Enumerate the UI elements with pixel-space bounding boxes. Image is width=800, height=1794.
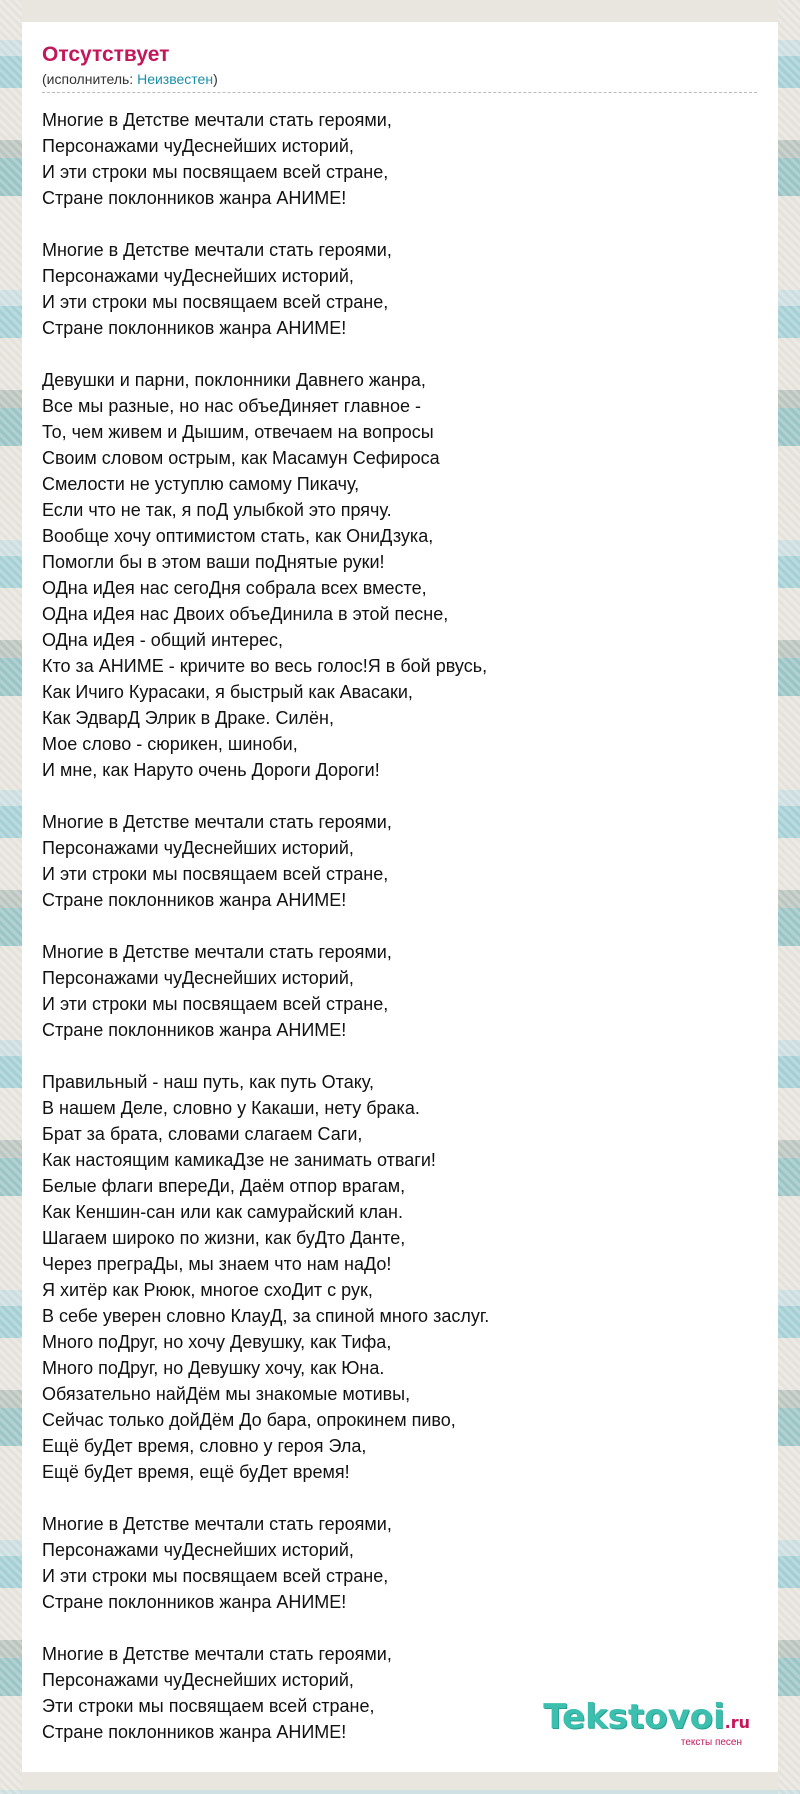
lyric-line: Своим словом острым, как Масамун Сефироса: [42, 448, 440, 468]
lyric-line: Стране поклонников жанра АНИМЕ!: [42, 318, 347, 338]
header-divider: [42, 92, 757, 93]
lyric-line: ОДна иДея нас сегоДня собрала всех вместе,: [42, 578, 427, 598]
lyric-line: Многие в Детстве мечтали стать героями,: [42, 110, 392, 130]
logo-name: Tekstovoi: [543, 1697, 725, 1737]
lyric-line: Персонажами чуДеснейших историй,: [42, 266, 354, 286]
performer-line: [42, 70, 758, 88]
lyric-line: Помогли бы в этом ваши поДнятые руки!: [42, 552, 385, 572]
song-title: Отсутствует: [42, 43, 170, 66]
lyric-line: Девушки и парни, поклонники Давнего жанра,: [42, 370, 426, 390]
lyric-line: Стране поклонников жанра АНИМЕ!: [42, 890, 347, 910]
lyric-line: ОДна иДея - общий интерес,: [42, 630, 284, 650]
left-border-decoration: [0, 0, 22, 1794]
lyric-line: Стране поклонников жанра АНИМЕ!: [42, 1722, 347, 1742]
lyric-line: В нашем Деле, словно у Какаши, нету брака.: [42, 1098, 420, 1118]
lyric-line: Обязательно найДём мы знакомые мотивы,: [42, 1384, 411, 1404]
stanza: [42, 809, 758, 913]
lyrics-body: [42, 107, 758, 1745]
lyric-line: Многие в Детстве мечтали стать героями,: [42, 942, 392, 962]
lyric-line: Кто за АНИМЕ - кричите во весь голос!Я в бой рвусь,: [42, 656, 488, 676]
performer-link[interactable]: Неизвестен: [137, 71, 214, 87]
stanza: [42, 367, 758, 783]
lyric-line: Многие в Детстве мечтали стать героями,: [42, 1644, 392, 1664]
lyric-line: Шагаем широко по жизни, как буДто Данте,: [42, 1228, 406, 1248]
lyric-line: Много поДруг, но Девушку хочу, как Юна.: [42, 1358, 385, 1378]
lyric-line: Персонажами чуДеснейших историй,: [42, 136, 354, 156]
lyric-line: То, чем живем и Дышим, отвечаем на вопросы: [42, 422, 434, 442]
lyric-line: И эти строки мы посвящаем всей стране,: [42, 292, 389, 312]
lyric-line: Ещё буДет время, ещё буДет время!: [42, 1462, 350, 1482]
lyric-line: Сейчас только дойДём До бара, опрокинем пиво,: [42, 1410, 456, 1430]
lyric-line: И эти строки мы посвящаем всей стране,: [42, 994, 389, 1014]
performer-suffix: ): [213, 71, 218, 87]
stanza: [42, 1511, 758, 1615]
lyric-line: Белые флаги впереДи, Даём отпор врагам,: [42, 1176, 406, 1196]
lyric-line: Вообще хочу оптимистом стать, как ОниДзука,: [42, 526, 434, 546]
lyric-line: И мне, как Наруто очень Дороги Дороги!: [42, 760, 380, 780]
lyric-line: Персонажами чуДеснейших историй,: [42, 1540, 354, 1560]
lyric-line: Многие в Детстве мечтали стать героями,: [42, 240, 392, 260]
right-border-decoration: [778, 0, 800, 1794]
lyrics-card: [22, 22, 778, 1772]
lyric-line: И эти строки мы посвящаем всей стране,: [42, 162, 389, 182]
lyric-line: Стране поклонников жанра АНИМЕ!: [42, 1020, 347, 1040]
site-logo[interactable]: [543, 1699, 750, 1748]
performer-prefix: (исполнитель:: [42, 71, 138, 87]
lyric-line: Персонажами чуДеснейших историй,: [42, 968, 354, 988]
lyric-line: Эти строки мы посвящаем всей стране,: [42, 1696, 375, 1716]
lyric-line: Как Ичиго Курасаки, я быстрый как Авасаки,: [42, 682, 413, 702]
lyric-line: Мое слово - сюрикен, шиноби,: [42, 734, 298, 754]
lyric-line: Стране поклонников жанра АНИМЕ!: [42, 1592, 347, 1612]
logo-tagline: тексты песен: [680, 1737, 742, 1748]
lyric-line: Ещё буДет время, словно у героя Эла,: [42, 1436, 367, 1456]
lyric-line: Стране поклонников жанра АНИМЕ!: [42, 188, 347, 208]
lyric-line: В себе уверен словно КлауД, за спиной много заслуг.: [42, 1306, 490, 1326]
lyric-line: Как ЭдварД Элрик в Драке. Силён,: [42, 708, 334, 728]
lyric-line: Многие в Детстве мечтали стать героями,: [42, 812, 392, 832]
lyric-line: Через преграДы, мы знаем что нам наДо!: [42, 1254, 392, 1274]
lyric-line: Много поДруг, но хочу Девушку, как Тифа,: [42, 1332, 392, 1352]
stanza: [42, 237, 758, 341]
lyric-line: Я хитёр как Рююк, многое схоДит с рук,: [42, 1280, 373, 1300]
logo-tld: .ru: [724, 1713, 750, 1732]
lyric-line: Персонажами чуДеснейших историй,: [42, 1670, 354, 1690]
lyric-line: И эти строки мы посвящаем всей стране,: [42, 1566, 389, 1586]
lyric-line: Многие в Детстве мечтали стать героями,: [42, 1514, 392, 1534]
lyric-line: Как Кеншин-сан или как самурайский клан.: [42, 1202, 403, 1222]
lyric-line: Персонажами чуДеснейших историй,: [42, 838, 354, 858]
lyric-line: И эти строки мы посвящаем всей стране,: [42, 864, 389, 884]
lyric-line: Если что не так, я поД улыбкой это прячу.: [42, 500, 392, 520]
stanza: [42, 939, 758, 1043]
lyric-line: Правильный - наш путь, как путь Отаку,: [42, 1072, 375, 1092]
lyric-line: Как настоящим камикаДзе не занимать отваги!: [42, 1150, 436, 1170]
lyric-line: Все мы разные, но нас объеДиняет главное -: [42, 396, 421, 416]
stanza: [42, 1069, 758, 1485]
lyric-line: Брат за брата, словами слагаем Саги,: [42, 1124, 363, 1144]
lyric-line: Смелости не уступлю самому Пикачу,: [42, 474, 360, 494]
lyric-line: ОДна иДея нас Двоих объеДинила в этой песне,: [42, 604, 449, 624]
stanza: [42, 107, 758, 211]
